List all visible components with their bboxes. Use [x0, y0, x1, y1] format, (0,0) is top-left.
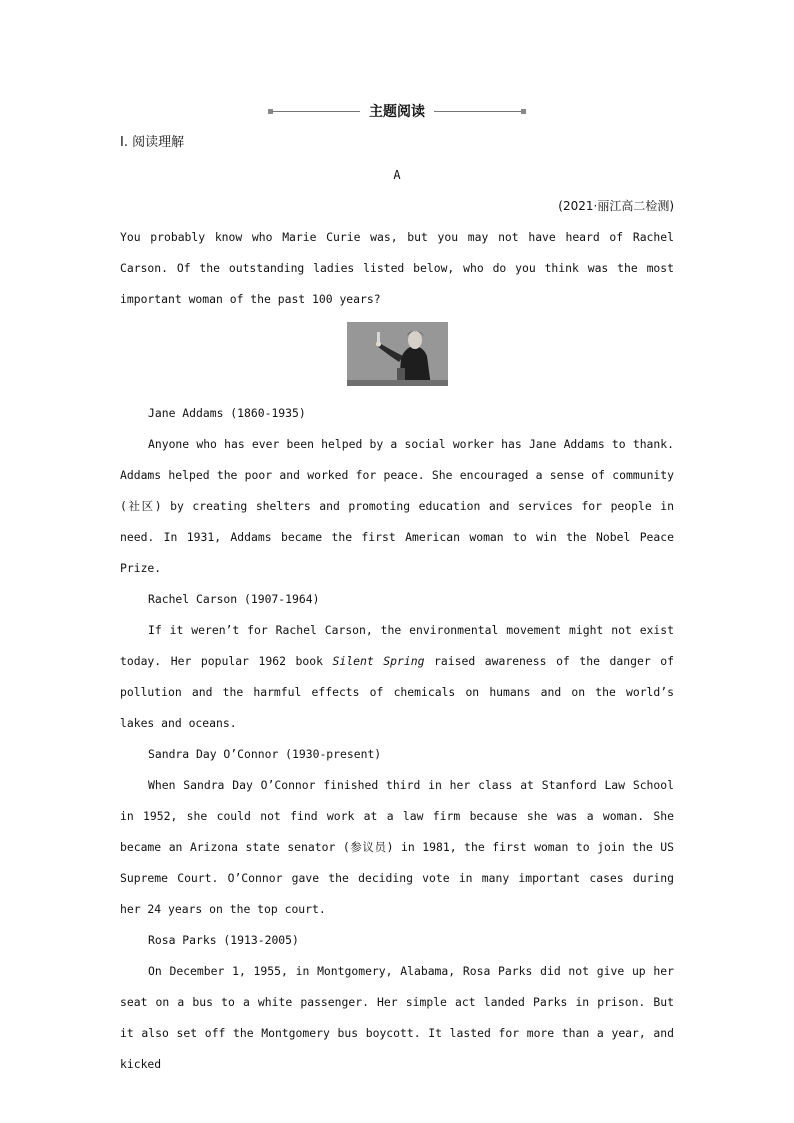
entry-text-before: If it weren’t for Rachel Carson, the environmental movement might not exist today. Her popular 1962 book	[120, 623, 674, 668]
intro-paragraph-block	[120, 222, 674, 315]
entry-text: Anyone who has ever been helped by a social worker has Jane Addams to thank. Addams helped the poor and worked for peace. She encouraged a sense of community (社区) by creating shelters and promoting education and services for people in need. In 1931, Addams became the first American woman to win the Nobel Peace Prize.	[120, 437, 674, 575]
photo-illustration	[347, 322, 448, 386]
entry-text-after: raised awareness of the danger of pollution and the harmful effects of chemicals on humans and on the world’s lakes and oceans.	[120, 654, 674, 730]
entry-text	[120, 615, 674, 739]
entries-block	[120, 398, 674, 1080]
entry-heading: Sandra Day O’Connor (1930-present)	[148, 747, 382, 761]
entry-heading: Rosa Parks (1913-2005)	[148, 933, 299, 947]
banner-right-rule	[434, 111, 522, 112]
entry-heading: Rachel Carson (1907-1964)	[148, 592, 320, 606]
section-banner	[268, 102, 526, 122]
banner-right-square	[521, 109, 526, 114]
entry-text: On December 1, 1955, in Montgomery, Alabama, Rosa Parks did not give up her seat on a bus to a white passenger. Her simple act landed Parks in prison. But it also set off the Montgomery bus boycott. It lasted for more than a year, and kicked	[120, 964, 674, 1071]
passage-source: (2021·丽江高二检测)	[558, 199, 674, 213]
section-title: Ⅰ. 阅读理解	[120, 135, 185, 150]
intro-paragraph: You probably know who Marie Curie was, but you may not have heard of Rachel Carson. Of the outstanding ladies listed below, who do you think was the most important woman of the past 100 years?	[120, 230, 674, 306]
entry-text: When Sandra Day O’Connor finished third in her class at Stanford Law School in 1952, she could not find work at a law firm because she was a woman. She became an Arizona state senator (参议员) in 1981, the first woman to join the US Supreme Court. O’Connor gave the deciding vote in many important cases during her 24 years on the top court.	[120, 778, 674, 916]
marie-curie-photo	[347, 322, 448, 386]
entry-heading: Jane Addams (1860-1935)	[148, 406, 306, 420]
banner-title: 主题阅读	[369, 104, 425, 120]
book-title: Silent Spring	[332, 654, 425, 668]
passage-label: A	[393, 168, 401, 182]
